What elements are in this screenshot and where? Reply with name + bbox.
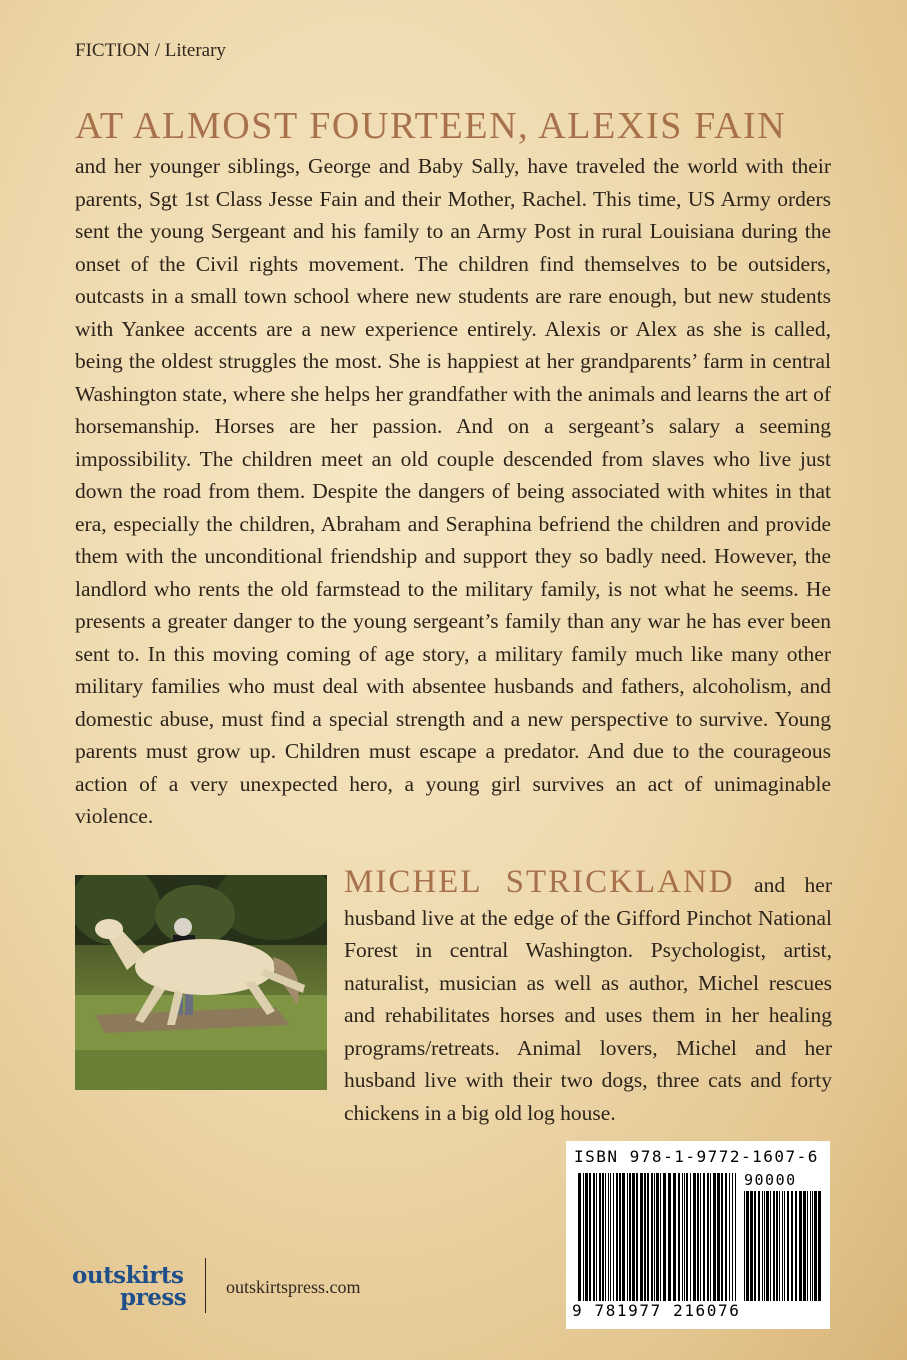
barcode-bar	[732, 1173, 733, 1301]
author-with-horse-image	[75, 875, 327, 1090]
barcode-bar	[814, 1191, 817, 1301]
author-bio-text: and her husband live at the edge of the Gifford Pinchot National Forest in central Washington. Psychologist, artist, naturalist, musician as well as author, Michel rescues and rehabilitates horses and uses them in her healing programs/retreats. Animal lovers, Michel and her husband live with their two dogs, three cats and forty chickens in a big old log house.	[344, 873, 832, 1125]
barcode-bar	[663, 1173, 666, 1301]
author-photo	[75, 875, 327, 1090]
barcode-bar	[622, 1173, 625, 1301]
barcode-bar	[668, 1173, 671, 1301]
barcode-bar	[713, 1173, 716, 1301]
barcode-bar	[583, 1173, 584, 1301]
barcode-bar	[776, 1191, 778, 1301]
blurb-text: and her younger siblings, George and Baby Sally, have traveled the world with their parents, Sgt 1st Class Jesse Fain and their Mother, Rachel. This time, US Army orders sent the young Sergeant and his family to an Army Post in rural Louisiana during the onset of the Civil rights movement. The children find themselves to be outsiders, outcasts in a small town school where new students are rare enough, but new students with Yankee accents are a new experience entirely. Alexis or Alex as she is called, being the oldest struggles the most. She is happiest at her grandparents’ farm in central Washington state, where she helps her grandfather with the animals and learns the art of horsemanship. Horses are her passion. And on a sergeant’s salary a seeming impossibility. The children meet an old couple descended from slaves who live just down the road from them. Despite the dangers of being associated with whites in that era, especially the children, Abraham and Seraphina befriend the children and provide them with the unconditional friendship and support they so badly need. However, the landlord who rents the old farmstead to the military family, is not what he seems. He presents a greater danger to the young sergeant’s family than any war he has ever been sent to. In this moving coming of age story, a military family much like many other military families who must deal with absentee husbands and fathers, alcoholism, and domestic abuse, must find a special strength and a new perspective to survive. Young parents must grow up. Children must escape a predator. And due to the courageous action of a very unexpected hero, a young girl survives an act of unimaginable violence.	[75, 154, 831, 828]
barcode-bar	[697, 1173, 699, 1301]
barcode-bar	[585, 1173, 588, 1301]
logo-divider	[205, 1258, 206, 1313]
barcode-bar	[619, 1173, 621, 1301]
barcode-bar	[629, 1173, 631, 1301]
barcode-bar	[686, 1173, 688, 1301]
barcode-bar	[693, 1173, 696, 1301]
price-code: 90000	[744, 1171, 797, 1189]
barcode-bar	[717, 1173, 720, 1301]
barcode-bar	[673, 1173, 676, 1301]
barcode-bar	[610, 1173, 611, 1301]
barcode-bar	[703, 1173, 705, 1301]
publisher-logo-bottom: press	[120, 1284, 187, 1311]
barcode-bar	[764, 1191, 765, 1301]
isbn-barcode	[566, 1141, 830, 1329]
barcode-bar	[758, 1191, 760, 1301]
barcode-bar	[746, 1191, 749, 1301]
barcode-bar	[707, 1173, 709, 1301]
barcode-bar	[578, 1173, 581, 1301]
barcode-bar	[690, 1173, 691, 1301]
barcode-bar	[660, 1173, 661, 1301]
barcode-bar	[640, 1173, 643, 1301]
barcode-bar	[791, 1191, 793, 1301]
barcode-bar	[803, 1191, 806, 1301]
barcode-bar	[605, 1173, 606, 1301]
barcode-bar	[754, 1191, 756, 1301]
barcode-bar	[729, 1173, 730, 1301]
barcode-bar	[773, 1191, 775, 1301]
barcode-bar	[608, 1173, 609, 1301]
publisher-logo	[72, 1262, 190, 1322]
barcode-bar	[799, 1191, 802, 1301]
barcode-bar	[710, 1173, 711, 1301]
barcode-bar	[599, 1173, 601, 1301]
barcode-bar	[744, 1191, 745, 1301]
barcode-bar	[627, 1173, 628, 1301]
barcode-bar	[644, 1173, 646, 1301]
barcode-bar	[613, 1173, 614, 1301]
barcode-bar	[750, 1191, 753, 1301]
barcode-bar	[779, 1191, 780, 1301]
barcode-bar	[602, 1173, 604, 1301]
author-bio	[344, 866, 832, 1129]
barcode-bar	[593, 1173, 595, 1301]
barcode-bar	[654, 1173, 655, 1301]
barcode-bar	[784, 1191, 785, 1301]
barcode-bar	[810, 1191, 811, 1301]
barcode-bar	[812, 1191, 813, 1301]
barcode-bar	[682, 1173, 683, 1301]
barcode-bar	[762, 1191, 763, 1301]
isbn-label: ISBN 978-1-9772-1607-6	[574, 1147, 819, 1166]
barcode-bar	[589, 1173, 591, 1301]
barcode-bar	[735, 1173, 736, 1301]
barcode-bar	[651, 1173, 653, 1301]
barcode-bar	[725, 1173, 727, 1301]
barcode-bar	[616, 1173, 618, 1301]
barcode-bar	[632, 1173, 635, 1301]
barcode-bar	[770, 1191, 771, 1301]
barcode-bar	[678, 1173, 680, 1301]
isbn-digits: 9 781977 216076	[572, 1301, 741, 1320]
barcode-bar	[766, 1191, 769, 1301]
barcode-bar	[818, 1191, 821, 1301]
barcode-bar	[656, 1173, 659, 1301]
barcode-bar	[721, 1173, 723, 1301]
barcode-bar	[795, 1191, 797, 1301]
blurb-headline: AT ALMOST FOURTEEN, ALEXIS FAIN	[75, 105, 787, 147]
barcode-bar	[782, 1191, 783, 1301]
publisher-url: outskirtspress.com	[226, 1277, 361, 1297]
barcode-bars	[578, 1173, 738, 1301]
barcode-bar	[807, 1191, 808, 1301]
barcode-addon-bars	[744, 1191, 822, 1301]
barcode-bar	[636, 1173, 638, 1301]
barcode-bar	[700, 1173, 701, 1301]
author-name: MICHEL STRICKLAND	[344, 864, 735, 900]
barcode-bar	[647, 1173, 649, 1301]
barcode-bar	[787, 1191, 789, 1301]
genre-label: FICTION / Literary	[75, 40, 226, 61]
barcode-bar	[596, 1173, 597, 1301]
publisher-logo-top: outskirts	[72, 1262, 184, 1289]
barcode-bar	[684, 1173, 685, 1301]
